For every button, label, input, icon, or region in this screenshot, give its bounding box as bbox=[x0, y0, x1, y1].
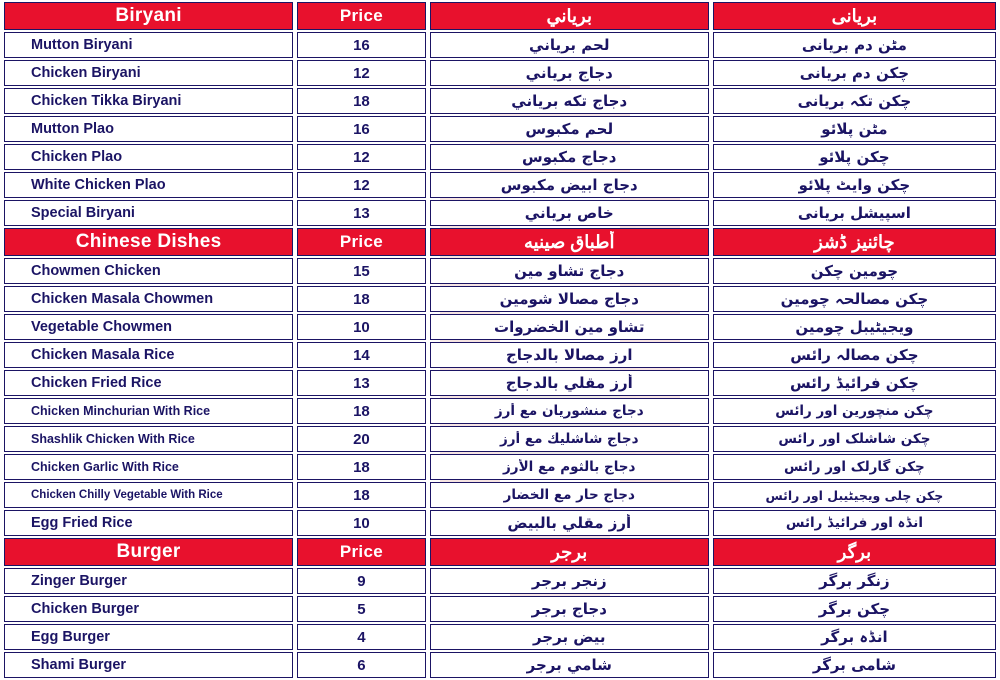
item-name-ar-cell bbox=[430, 32, 709, 58]
item-name-ar: دجاج ابيض مكبوس bbox=[500, 176, 638, 194]
section-header-biryani bbox=[4, 2, 996, 30]
item-price-cell bbox=[297, 258, 426, 284]
item-name-ur-cell bbox=[713, 568, 996, 594]
item-name-ur: مٹن دم بریانی bbox=[801, 36, 907, 54]
item-name-en: Chicken Fried Rice bbox=[31, 375, 162, 391]
item-name-ar-cell bbox=[430, 370, 709, 396]
item-name-ur-cell bbox=[713, 370, 996, 396]
item-name-en: Chicken Tikka Biryani bbox=[31, 93, 182, 109]
section-title-en: Chinese Dishes bbox=[75, 231, 222, 252]
item-name-en: Chicken Chilly Vegetable With Rice bbox=[31, 489, 223, 501]
item-price-cell bbox=[297, 286, 426, 312]
item-name-ur: چکن فرائیڈ رائس bbox=[790, 374, 919, 392]
item-price: 16 bbox=[353, 36, 370, 54]
item-name-ur: انڈہ اور فرائیڈ رائس bbox=[785, 515, 923, 531]
item-name-cell bbox=[4, 314, 293, 340]
item-name-ar: بيض برجر bbox=[532, 628, 606, 646]
item-name-ur-cell bbox=[713, 398, 996, 424]
item-name-ur: اسپیشل بریانی bbox=[797, 204, 911, 222]
item-price-cell bbox=[297, 652, 426, 678]
item-name-ur: چکن مصالہ رائس bbox=[790, 346, 919, 364]
item-name-ar-cell bbox=[430, 652, 709, 678]
item-price: 10 bbox=[353, 318, 370, 336]
item-price: 15 bbox=[353, 262, 370, 280]
item-name-ar: لحم برياني bbox=[529, 36, 610, 54]
item-name-en: Egg Burger bbox=[31, 629, 110, 645]
item-price-cell bbox=[297, 596, 426, 622]
item-name-ar: دجاج حار مع الخضار bbox=[503, 487, 635, 503]
item-name-cell bbox=[4, 596, 293, 622]
item-name-en: Chicken Masala Rice bbox=[31, 347, 175, 363]
item-name-ur-cell bbox=[713, 342, 996, 368]
item-price: 10 bbox=[353, 514, 370, 532]
item-name-cell bbox=[4, 652, 293, 678]
table-row bbox=[4, 426, 996, 452]
item-name-en: Chicken Garlic With Rice bbox=[31, 460, 179, 474]
item-name-ar: دجاج مصالا شومين bbox=[499, 290, 639, 308]
item-name-en: White Chicken Plao bbox=[31, 177, 166, 193]
item-name-cell bbox=[4, 286, 293, 312]
table-row bbox=[4, 172, 996, 198]
item-name-cell bbox=[4, 568, 293, 594]
section-title-ur-cell bbox=[713, 2, 996, 30]
item-price: 14 bbox=[353, 346, 370, 364]
item-price-cell bbox=[297, 370, 426, 396]
item-name-en: Chicken Plao bbox=[31, 149, 123, 165]
item-name-ar-cell bbox=[430, 314, 709, 340]
item-name-en: Egg Fried Rice bbox=[31, 515, 133, 531]
item-price-cell bbox=[297, 568, 426, 594]
item-name-ur: چکن مصالحہ چومین bbox=[780, 290, 929, 308]
section-title-ar: برياني bbox=[546, 5, 592, 26]
table-row bbox=[4, 568, 996, 594]
item-name-ar-cell bbox=[430, 510, 709, 536]
table-row bbox=[4, 144, 996, 170]
table-row bbox=[4, 342, 996, 368]
section-title-ur-cell bbox=[713, 228, 996, 256]
item-name-en: Special Biryani bbox=[31, 205, 135, 221]
item-name-cell bbox=[4, 88, 293, 114]
item-name-en: Mutton Plao bbox=[31, 121, 114, 137]
item-name-en: Shami Burger bbox=[31, 657, 127, 673]
item-name-ar: دجاج منشوريان مع أرز bbox=[494, 403, 644, 419]
item-name-ur-cell bbox=[713, 314, 996, 340]
table-row bbox=[4, 510, 996, 536]
item-name-cell bbox=[4, 200, 293, 226]
item-price: 12 bbox=[353, 148, 370, 166]
item-price: 18 bbox=[353, 486, 370, 504]
item-price-cell bbox=[297, 314, 426, 340]
item-name-ur-cell bbox=[713, 652, 996, 678]
section-title-ar: برجر bbox=[551, 541, 588, 562]
item-name-ur-cell bbox=[713, 624, 996, 650]
section-title-en-cell bbox=[4, 538, 293, 566]
item-name-ur: مٹن پلائو bbox=[821, 120, 888, 138]
item-price-cell bbox=[297, 88, 426, 114]
section-title-ur: برگر bbox=[837, 541, 872, 562]
item-price: 18 bbox=[353, 458, 370, 476]
item-name-en: Chicken Biryani bbox=[31, 65, 141, 81]
item-name-cell bbox=[4, 398, 293, 424]
item-price-cell bbox=[297, 60, 426, 86]
item-name-cell bbox=[4, 370, 293, 396]
item-name-ur-cell bbox=[713, 60, 996, 86]
item-name-ur: چکن شاشلک اور رائس bbox=[778, 431, 931, 447]
section-header-chinese-dishes bbox=[4, 228, 996, 256]
item-name-ar-cell bbox=[430, 624, 709, 650]
table-row bbox=[4, 200, 996, 226]
table-row bbox=[4, 652, 996, 678]
section-title-ur: چائنیز ڈشز bbox=[814, 231, 895, 252]
item-price-cell bbox=[297, 482, 426, 508]
section-price-label: Price bbox=[339, 6, 383, 25]
section-price-cell bbox=[297, 2, 426, 30]
item-name-ur-cell bbox=[713, 88, 996, 114]
item-price: 20 bbox=[353, 430, 370, 448]
item-name-ar: أرز مقلي بالبيض bbox=[507, 514, 632, 532]
item-name-ar: تشاو مين الخضروات bbox=[494, 318, 645, 336]
item-price: 16 bbox=[353, 120, 370, 138]
item-name-ur: چکن گارلک اور رائس bbox=[784, 459, 925, 475]
item-price: 6 bbox=[357, 656, 366, 674]
item-price-cell bbox=[297, 172, 426, 198]
item-name-ur: شامی برگر bbox=[812, 656, 896, 674]
item-name-ur-cell bbox=[713, 144, 996, 170]
item-name-en: Chicken Masala Chowmen bbox=[31, 291, 214, 307]
item-price: 18 bbox=[353, 402, 370, 420]
item-name-ur-cell bbox=[713, 32, 996, 58]
section-price-label: Price bbox=[339, 232, 383, 251]
section-title-en-cell bbox=[4, 228, 293, 256]
item-price-cell bbox=[297, 144, 426, 170]
section-title-ar: أطباق صينيه bbox=[524, 231, 615, 252]
item-name-ar-cell bbox=[430, 342, 709, 368]
item-name-ur: چومین چکن bbox=[810, 262, 899, 280]
table-row bbox=[4, 60, 996, 86]
item-name-ar-cell bbox=[430, 482, 709, 508]
item-name-ur-cell bbox=[713, 510, 996, 536]
item-price: 13 bbox=[353, 374, 370, 392]
item-name-ar-cell bbox=[430, 568, 709, 594]
item-name-cell bbox=[4, 60, 293, 86]
item-name-ar-cell bbox=[430, 426, 709, 452]
item-price: 13 bbox=[353, 204, 370, 222]
item-name-ar: ارز مصالا بالدجاج bbox=[505, 346, 633, 364]
item-name-cell bbox=[4, 624, 293, 650]
table-row bbox=[4, 116, 996, 142]
item-name-ur-cell bbox=[713, 596, 996, 622]
item-name-en: Mutton Biryani bbox=[31, 37, 133, 53]
section-header-burger bbox=[4, 538, 996, 566]
item-name-ar: لحم مكبوس bbox=[525, 120, 614, 138]
item-name-ar-cell bbox=[430, 286, 709, 312]
item-name-ar-cell bbox=[430, 200, 709, 226]
item-name-ur: چکن دم بریانی bbox=[799, 64, 910, 82]
item-price-cell bbox=[297, 200, 426, 226]
item-name-ur-cell bbox=[713, 286, 996, 312]
item-name-ur: چکن وایٹ پلائو bbox=[798, 176, 911, 194]
item-name-ar-cell bbox=[430, 258, 709, 284]
item-price-cell bbox=[297, 624, 426, 650]
menu-body bbox=[4, 2, 996, 678]
item-name-ur-cell bbox=[713, 116, 996, 142]
item-name-ar-cell bbox=[430, 596, 709, 622]
section-title-en: Burger bbox=[116, 541, 181, 562]
item-name-ur-cell bbox=[713, 454, 996, 480]
item-name-ar: خاص برياني bbox=[524, 204, 614, 222]
item-name-cell bbox=[4, 510, 293, 536]
item-name-ar: دجاج تشاو مين bbox=[514, 262, 625, 280]
item-name-ur-cell bbox=[713, 426, 996, 452]
item-name-en: Chicken Minchurian With Rice bbox=[31, 404, 211, 418]
section-price-cell bbox=[297, 538, 426, 566]
item-name-ar: دجاج بالثوم مع الأرز bbox=[503, 459, 636, 475]
item-name-ar: دجاج برجر bbox=[531, 600, 607, 618]
item-name-cell bbox=[4, 342, 293, 368]
item-price-cell bbox=[297, 342, 426, 368]
item-name-ur: چکن منچورین اور رائس bbox=[775, 403, 934, 419]
item-name-ar-cell bbox=[430, 116, 709, 142]
item-price-cell bbox=[297, 454, 426, 480]
item-price-cell bbox=[297, 398, 426, 424]
table-row bbox=[4, 32, 996, 58]
section-title-ar-cell bbox=[430, 228, 709, 256]
section-title-ur-cell bbox=[713, 538, 996, 566]
item-name-ar-cell bbox=[430, 172, 709, 198]
item-price: 4 bbox=[357, 628, 366, 646]
item-price: 12 bbox=[353, 64, 370, 82]
item-name-cell bbox=[4, 144, 293, 170]
item-name-ar-cell bbox=[430, 454, 709, 480]
table-row bbox=[4, 398, 996, 424]
table-row bbox=[4, 482, 996, 508]
item-price: 12 bbox=[353, 176, 370, 194]
item-name-ar: دجاج شاشليك مع أرز bbox=[499, 431, 639, 447]
item-name-cell bbox=[4, 482, 293, 508]
item-name-en: Vegetable Chowmen bbox=[31, 319, 173, 335]
item-name-ar: دجاج مكبوس bbox=[522, 148, 617, 166]
item-name-ur-cell bbox=[713, 258, 996, 284]
table-row bbox=[4, 596, 996, 622]
item-name-cell bbox=[4, 426, 293, 452]
section-title-en-cell bbox=[4, 2, 293, 30]
item-price: 5 bbox=[357, 600, 366, 618]
table-row bbox=[4, 454, 996, 480]
item-name-ur: چکن چلی ویجیٹیبل اور رائس bbox=[765, 487, 944, 503]
table-row bbox=[4, 258, 996, 284]
section-price-label: Price bbox=[339, 542, 383, 561]
item-name-ar-cell bbox=[430, 144, 709, 170]
item-name-ar: دجاج برياني bbox=[525, 64, 613, 82]
item-name-ur: چکن برگر bbox=[818, 600, 891, 618]
item-price: 9 bbox=[357, 572, 366, 590]
item-name-cell bbox=[4, 32, 293, 58]
table-row bbox=[4, 314, 996, 340]
item-name-cell bbox=[4, 258, 293, 284]
table-row bbox=[4, 370, 996, 396]
table-row bbox=[4, 88, 996, 114]
item-name-ur-cell bbox=[713, 200, 996, 226]
item-name-ar-cell bbox=[430, 398, 709, 424]
item-name-en: Shashlik Chicken With Rice bbox=[31, 432, 195, 446]
item-name-cell bbox=[4, 454, 293, 480]
item-name-cell bbox=[4, 116, 293, 142]
table-row bbox=[4, 624, 996, 650]
item-name-ur: زنگر برگر bbox=[819, 572, 890, 590]
item-name-cell bbox=[4, 172, 293, 198]
item-name-ur-cell bbox=[713, 482, 996, 508]
item-name-ar: زنجر برجر bbox=[531, 572, 607, 590]
item-name-ar: أرز مقلي بالدجاج bbox=[505, 374, 633, 392]
item-name-en: Chicken Burger bbox=[31, 601, 139, 617]
item-name-ur: انڈہ برگر bbox=[821, 628, 888, 646]
item-price-cell bbox=[297, 426, 426, 452]
item-price-cell bbox=[297, 32, 426, 58]
item-price-cell bbox=[297, 510, 426, 536]
table-row bbox=[4, 286, 996, 312]
item-price: 18 bbox=[353, 92, 370, 110]
item-price-cell bbox=[297, 116, 426, 142]
item-name-ar: شامي برجر bbox=[526, 656, 612, 674]
item-name-ar-cell bbox=[430, 60, 709, 86]
item-name-ur: چکن پلائو bbox=[819, 148, 890, 166]
item-name-en: Chowmen Chicken bbox=[31, 263, 161, 279]
section-title-ar-cell bbox=[430, 2, 709, 30]
item-name-ur: ویجیٹیبل چومین bbox=[795, 318, 914, 336]
item-name-ur: چکن تکہ بریانی bbox=[797, 92, 912, 110]
section-title-en: Biryani bbox=[115, 5, 182, 26]
item-name-ar: دجاج تكه برياني bbox=[511, 92, 628, 110]
section-price-cell bbox=[297, 228, 426, 256]
item-name-ar-cell bbox=[430, 88, 709, 114]
item-price: 18 bbox=[353, 290, 370, 308]
item-name-en: Zinger Burger bbox=[31, 573, 127, 589]
section-title-ur: بریانی bbox=[831, 5, 878, 26]
section-title-ar-cell bbox=[430, 538, 709, 566]
item-name-ur-cell bbox=[713, 172, 996, 198]
